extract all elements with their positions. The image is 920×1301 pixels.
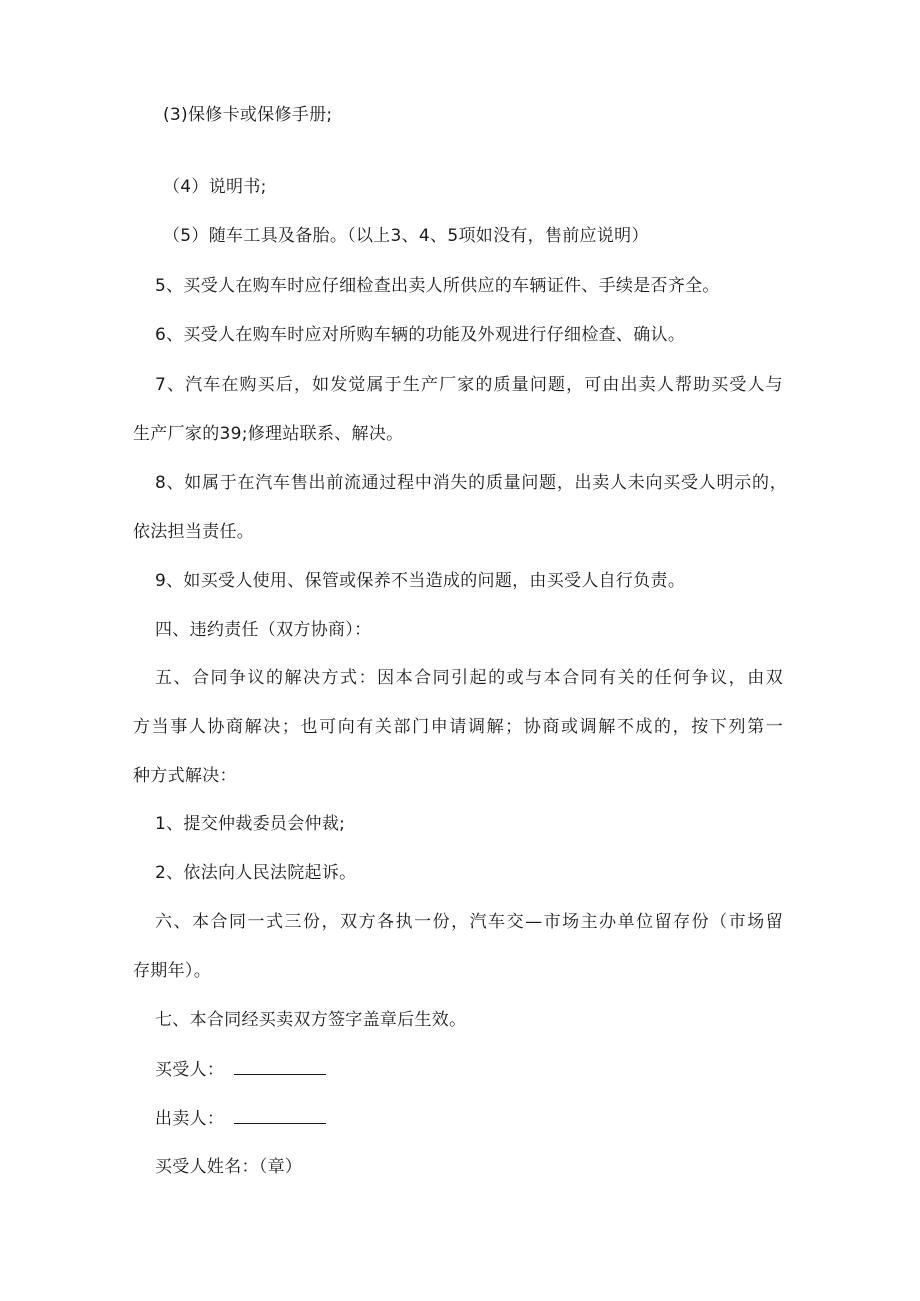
warranty-card-item: (3)保修卡或保修手册; bbox=[163, 105, 333, 125]
seller-signature-blank[interactable] bbox=[234, 1107, 326, 1124]
clause-9: 9、如买受人使用、保管或保养不当造成的问题，由买受人自行负责。 bbox=[155, 571, 686, 591]
section-6-line-2: 存期年）。 bbox=[133, 961, 211, 981]
manual-item: （4）说明书; bbox=[163, 177, 267, 197]
buyer-label: 买受人： bbox=[155, 1060, 225, 1080]
buyer-signature-blank[interactable] bbox=[234, 1058, 326, 1075]
section-4-breach-liability: 四、违约责任（双方协商）： bbox=[155, 620, 372, 640]
option-2-court: 2、依法向人民法院起诉。 bbox=[155, 863, 357, 883]
clause-7-line-2: 生产厂家的39;修理站联系、解决。 bbox=[133, 424, 404, 444]
buyer-signature-row bbox=[155, 1058, 326, 1081]
section-5-line-1: 五、合同争议的解决方式：因本合同引起的或与本合同有关的任何争议，由双 bbox=[155, 668, 783, 688]
clause-7-line-1: 7、汽车在购买后，如发觉属于生产厂家的质量问题，可由出卖人帮助买受人与 bbox=[155, 375, 783, 395]
option-1-arbitration: 1、提交仲裁委员会仲裁; bbox=[155, 814, 346, 834]
clause-5: 5、买受人在购车时应仔细检查出卖人所供应的车辆证件、手续是否齐全。 bbox=[155, 276, 720, 296]
clause-8-line-1: 8、如属于在汽车售出前流通过程中消失的质量问题，出卖人未向买受人明示的， bbox=[155, 473, 787, 493]
buyer-name-seal-label: 买受人姓名：（章） bbox=[155, 1157, 303, 1177]
seller-signature-row bbox=[155, 1107, 326, 1130]
section-5-line-2: 方当事人协商解决；也可向有关部门申请调解；协商或调解不成的，按下列第一 bbox=[133, 717, 783, 737]
clause-8-line-2: 依法担当责任。 bbox=[133, 522, 255, 542]
section-5-line-3: 种方式解决： bbox=[133, 766, 237, 786]
section-6-line-1: 六、本合同一式三份，双方各执一份，汽车交—市场主办单位留存份（市场留 bbox=[155, 912, 783, 932]
seller-label: 出卖人： bbox=[155, 1109, 225, 1129]
section-7-effective: 七、本合同经买卖双方签字盖章后生效。 bbox=[155, 1010, 467, 1030]
tools-spare-tire-item: （5）随车工具及备胎。（以上3、4、5项如没有，售前应说明） bbox=[163, 226, 649, 246]
clause-6: 6、买受人在购车时应对所购车辆的功能及外观进行仔细检查、确认。 bbox=[155, 325, 686, 345]
